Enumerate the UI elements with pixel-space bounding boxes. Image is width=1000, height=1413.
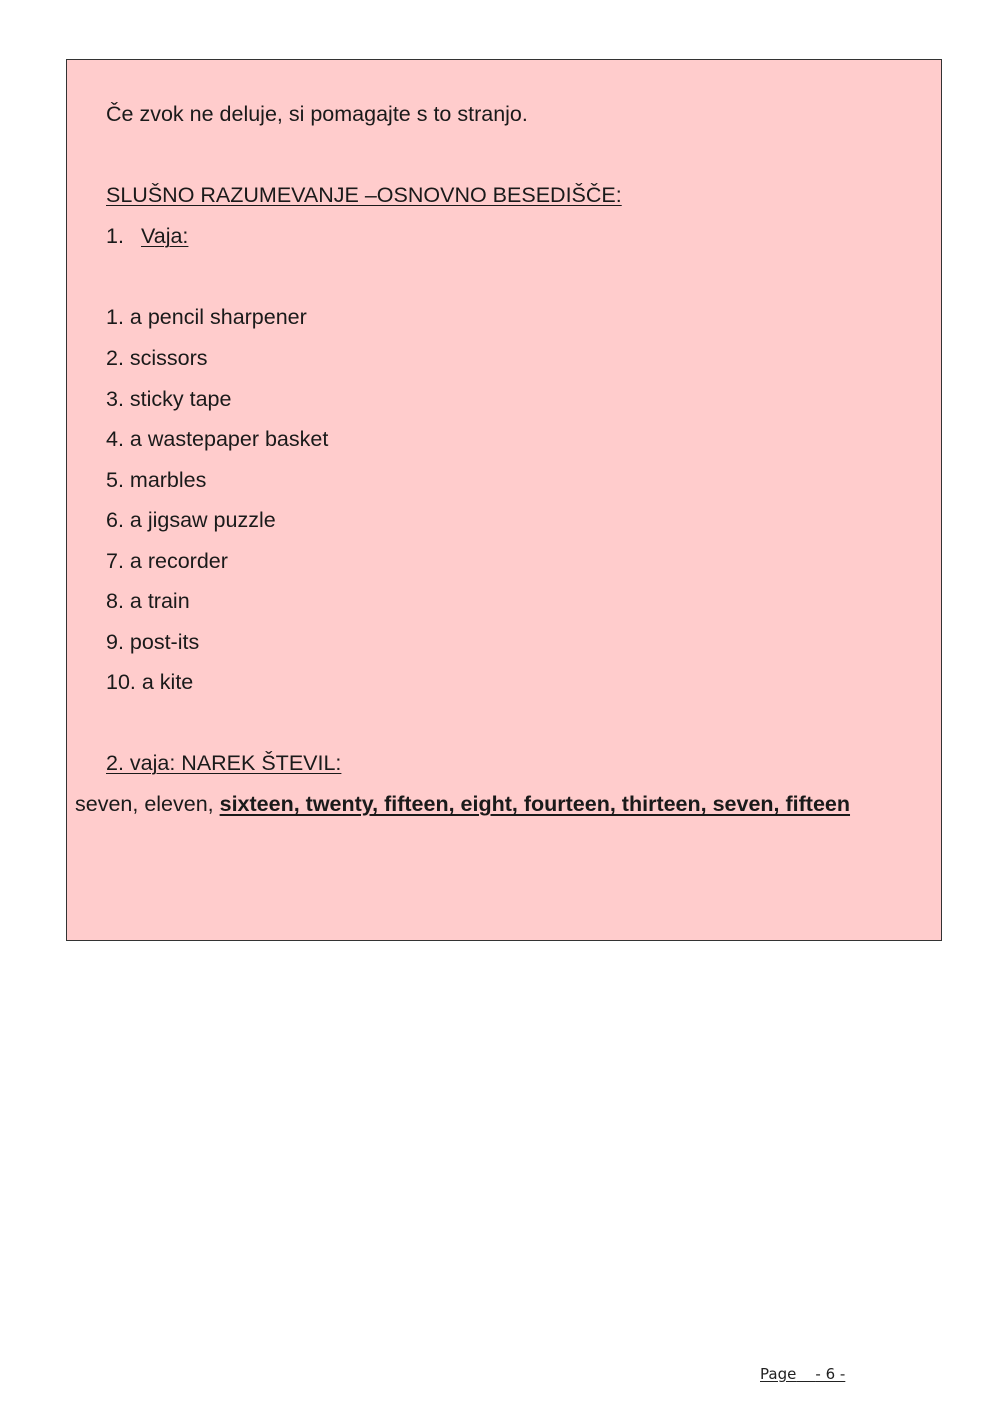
page-number: - 6 - [815,1365,846,1383]
list-item: 10. a kite [106,670,194,694]
page-footer [760,1364,845,1384]
list-item: 2. scissors [106,346,208,370]
list-item: 1. a pencil sharpener [106,305,307,329]
given-numbers: seven, eleven, [75,792,220,816]
answer-numbers: sixteen, twenty, fifteen, eight, fourteen, thirteen, seven, fifteen [219,792,851,816]
list-item: 6. a jigsaw puzzle [106,508,276,532]
exercise2-numbers [75,791,850,817]
exercise2-title: 2. vaja: NAREK ŠTEVIL: [106,751,342,775]
list-item: 4. a wastepaper basket [106,427,329,451]
exercise1-number: 1. [106,224,124,248]
list-item: 5. marbles [106,468,207,492]
list-item: 7. a recorder [106,549,228,573]
page-label: Page [760,1365,797,1383]
exercise1-heading [106,223,188,249]
intro-text: Če zvok ne deluje, si pomagajte s to stranjo. [106,102,528,126]
list-item: 8. a train [106,589,190,613]
list-item: 9. post-its [106,630,200,654]
exercise1-label: Vaja: [141,224,189,248]
section-title: SLUŠNO RAZUMEVANJE –OSNOVNO BESEDIŠČE: [106,183,622,207]
list-item: 3. sticky tape [106,387,232,411]
